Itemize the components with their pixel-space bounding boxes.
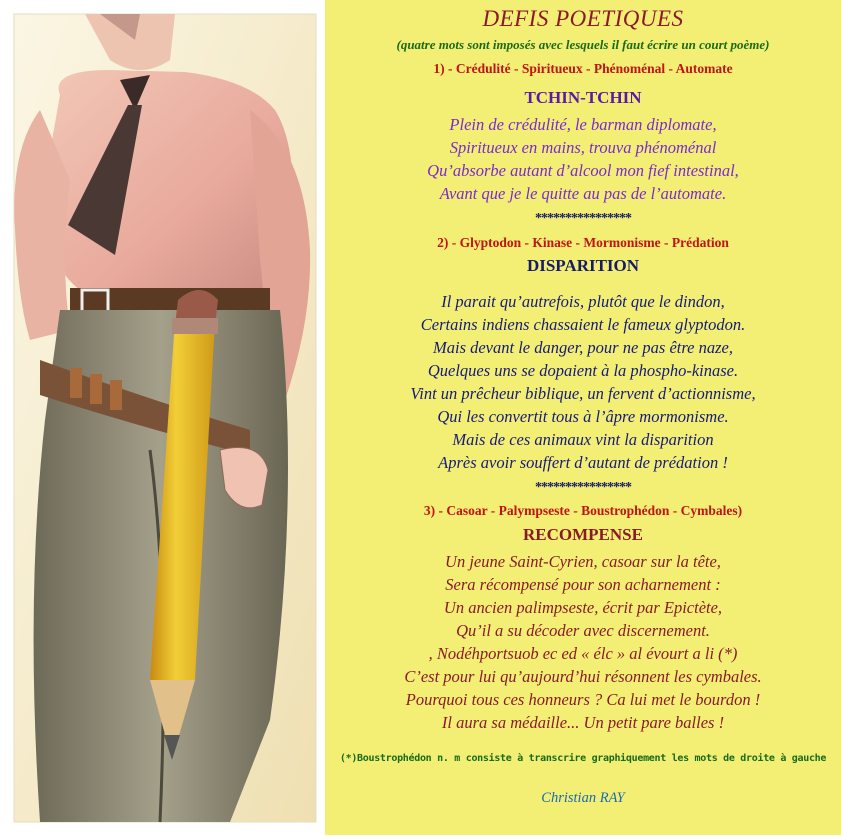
poem-line: Un ancien palimpseste, écrit par Epictète,	[443, 598, 723, 617]
page-title: DEFIS POETIQUES	[482, 6, 684, 31]
separator: ****************	[535, 211, 631, 226]
section-2-title: DISPARITION	[526, 256, 640, 275]
poem-line: Un jeune Saint-Cyrien, casoar sur la tête,	[445, 552, 721, 571]
poem-line: Certains indiens chassaient le fameux glyptodon.	[420, 315, 746, 334]
footnote: (*)Boustrophédon n. m consiste à transcrire graphiquement les mots de droite à gauche	[339, 753, 827, 764]
poem-line: Il parait qu’autrefois, plutôt que le dindon,	[441, 292, 725, 311]
poem-panel	[325, 0, 841, 835]
man-with-pencil-illustration	[0, 0, 325, 835]
poem-line: Quelques uns se dopaient à la phospho-kinase.	[427, 361, 739, 380]
section-3-words: 3) - Casoar - Palympseste - Boustrophédon - Cymbales)	[423, 503, 743, 518]
poem-line: Avant que je le quitte au pas de l’automate.	[439, 184, 727, 203]
poem-line: Qu’absorbe autant d’alcool mon fief intestinal,	[427, 161, 739, 180]
author-signature: Christian RAY	[541, 790, 625, 806]
section-3-title: RECOMPENSE	[523, 525, 643, 544]
poem-line: Plein de crédulité, le barman diplomate,	[449, 115, 717, 134]
illustration	[0, 0, 325, 835]
poem-line: Pourquoi tous ces honneurs ? Ca lui met le bourdon !	[405, 690, 761, 709]
poem-line: Après avoir souffert d’autant de prédation !	[438, 453, 728, 472]
section-2-words: 2) - Glyptodon - Kinase - Mormonisme - Prédation	[437, 235, 729, 250]
poem-line: , Nodéhportsuob ec ed « élc » al évourt a li (*)	[428, 644, 738, 663]
poem-line: Qu’il a su décoder avec discernement.	[456, 621, 710, 640]
poem-line: Qui les convertit tous à l’âpre mormonisme.	[437, 407, 729, 426]
section-1-words: 1) - Crédulité - Spiritueux - Phénoménal - Automate	[433, 61, 733, 76]
poem-line: Vint un prêcheur biblique, un fervent d’actionnisme,	[410, 384, 756, 403]
poem-line: Mais de ces animaux vint la disparition	[452, 430, 714, 449]
poem-line: Spiritueux en mains, trouva phénoménal	[449, 138, 717, 157]
poem-line: C’est pour lui qu’aujourd’hui résonnent les cymbales.	[404, 667, 762, 686]
separator: ****************	[535, 480, 631, 495]
poem-line: Il aura sa médaille... Un petit pare balles !	[441, 713, 725, 732]
poem-line: Mais devant le danger, pour ne pas être naze,	[432, 338, 733, 357]
poem-line: Sera récompensé pour son acharnement :	[445, 575, 721, 594]
section-1-title: TCHIN-TCHIN	[524, 88, 642, 107]
page-subtitle: (quatre mots sont imposés avec lesquels il faut écrire un court poème)	[396, 37, 770, 52]
